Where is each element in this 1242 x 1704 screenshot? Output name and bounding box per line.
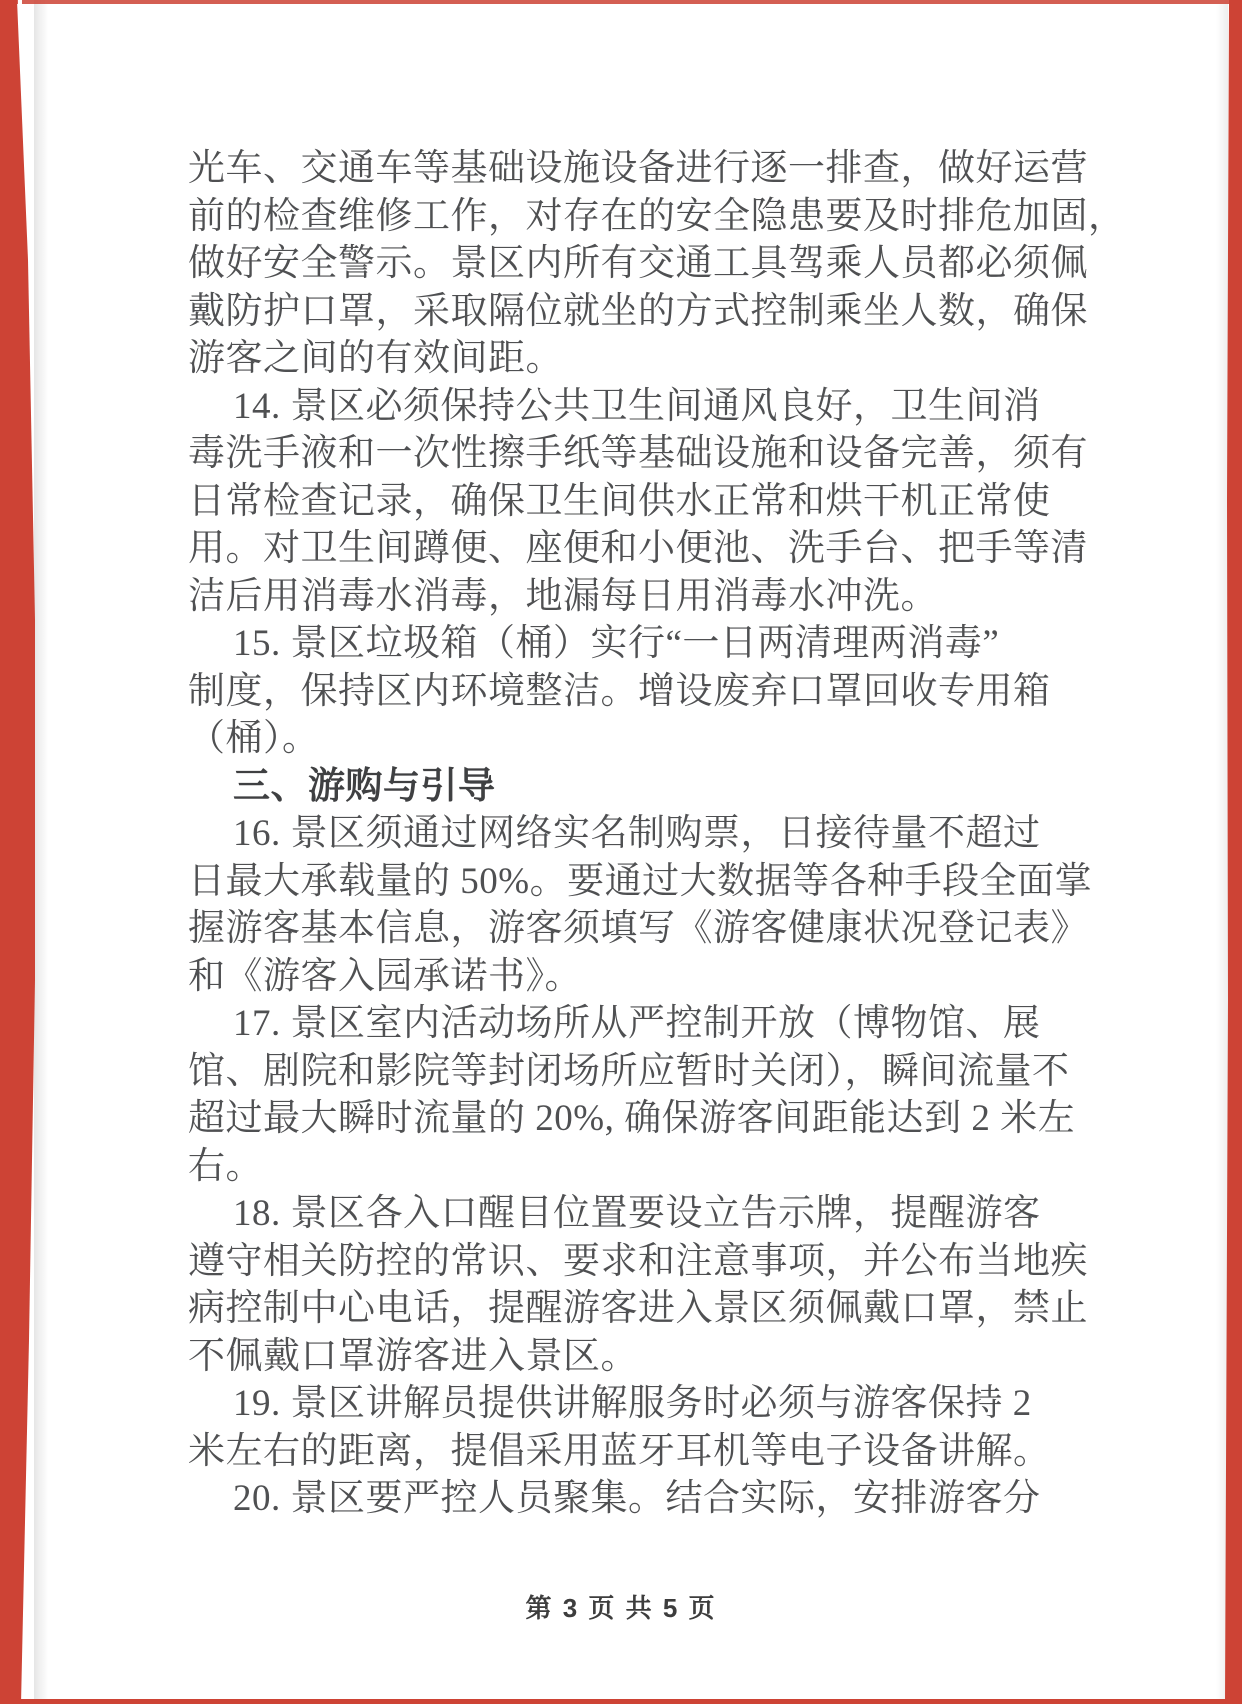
text-line: 游客之间的有效间距。 [188,338,563,379]
text-line: 20. 景区要严控人员聚集。结合实际，安排游客分 [233,1478,1041,1519]
text-line: 15. 景区垃圾箱（桶）实行“一日两清理两消毒” [233,623,1000,664]
text-line: 用。对卫生间蹲便、座便和小便池、洗手台、把手等清 [188,528,1088,569]
text-line: 不佩戴口罩游客进入景区。 [188,1335,638,1377]
text-line: 超过最大瞬时流量的 20%, 确保游客间距能达到 2 米左 [188,1098,1076,1139]
text-line: 握游客基本信息，游客须填写《游客健康状况登记表》 [188,908,1088,949]
page-edge-shadow-left [34,0,48,1704]
text-line: 14. 景区必须保持公共卫生间通风良好，卫生间消 [233,385,1041,427]
text-line: 日最大承载量的 50%。要通过大数据等各种手段全面掌 [188,860,1093,902]
text-line: 19. 景区讲解员提供讲解服务时必须与游客保持 2 [233,1383,1032,1424]
text-line: 病控制中心电话，提醒游客进入景区须佩戴口罩，禁止 [188,1288,1088,1329]
text-line: 前的检查维修工作，对存在的安全隐患要及时排危加固， [188,195,1126,237]
text-line: 做好安全警示。景区内所有交通工具驾乘人员都必须佩 [188,243,1088,284]
text-line: 洁后用消毒水消毒，地漏每日用消毒水冲洗。 [188,575,938,617]
text-line: 毒洗手液和一次性擦手纸等基础设施和设备完善，须有 [188,433,1088,474]
text-line: 遵守相关防控的常识、要求和注意事项，并公布当地疾 [188,1240,1088,1282]
page-footer [0,1588,1242,1625]
text-line: 16. 景区须通过网络实名制购票，日接待量不超过 [233,813,1041,854]
text-line: 米左右的距离，提倡采用蓝牙耳机等电子设备讲解。 [188,1430,1051,1472]
text-line: 馆、剧院和影院等封闭场所应暂时关闭），瞬间流量不 [188,1050,1070,1092]
section-heading: 三、游购与引导 [233,765,496,807]
text-line: 光车、交通车等基础设施设备进行逐一排查，做好运营 [188,148,1088,189]
document-body [188,145,1126,1523]
text-line: 右。 [188,1145,263,1187]
text-line: 日常检查记录，确保卫生间供水正常和烘干机正常使 [188,480,1051,522]
page-number-text: 第 3 页 共 5 页 [525,1593,717,1623]
text-line: 制度，保持区内环境整洁。增设废弃口罩回收专用箱 [188,670,1051,712]
text-line: 和《游客入园承诺书》。 [188,955,582,997]
text-line: 17. 景区室内活动场所从严控制开放（博物馆、展 [233,1003,1041,1044]
page-edge-shadow-right [1216,0,1228,1704]
text-line: 戴防护口罩，采取隔位就坐的方式控制乘坐人数，确保 [188,290,1088,332]
text-line: 18. 景区各入口醒目位置要设立告示牌，提醒游客 [233,1193,1041,1234]
text-line: （桶）。 [188,718,320,759]
